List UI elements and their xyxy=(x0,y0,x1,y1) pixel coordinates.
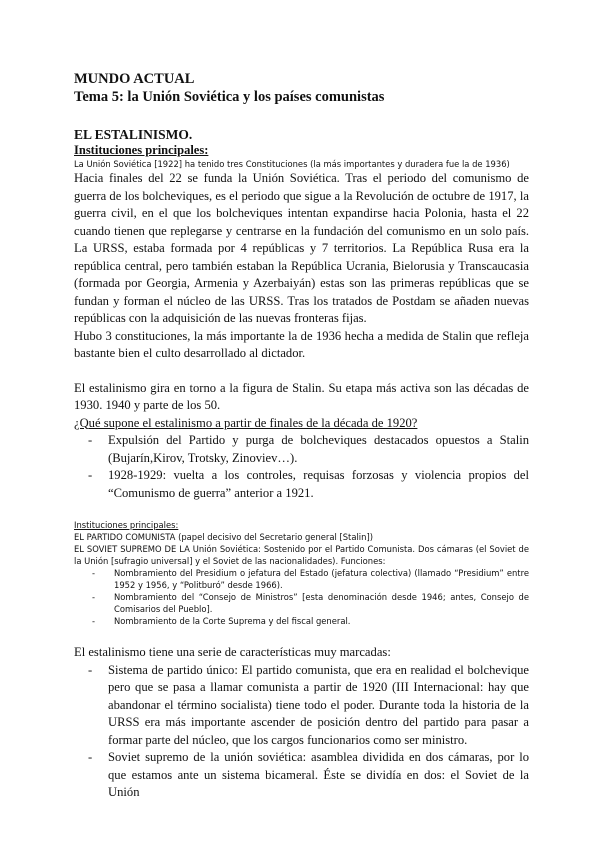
paragraph-constitutions: Hubo 3 constituciones, la más importante la de 1936 hecha a medida de Stalin que refleja bastante bien el culto desarrollado al dictador. xyxy=(74,328,529,360)
characteristics-list xyxy=(74,662,529,802)
question-list xyxy=(74,432,529,502)
list-item: - Nombramiento del Presidium o jefatura del Estado (jefatura colectiva) (llamado “Presidium” entre 1952 y 1956, y “Politburó” desde 1966). xyxy=(74,567,529,591)
institution-functions-list xyxy=(74,567,529,627)
page-content xyxy=(74,70,529,802)
topic-title: Tema 5: la Unión Soviética y los países comunistas xyxy=(74,89,385,105)
course-title: MUNDO ACTUAL xyxy=(74,71,195,87)
list-item: - Expulsión del Partido y purga de bolcheviques destacados opuestos a Stalin (Bujarín,Kirov, Trotsky, Zinoviev…). xyxy=(74,432,529,467)
paragraph-ussr-founding: Hacia finales del 22 se funda la Unión Soviética. Tras el periodo del comunismo de guerra de los bolcheviques, es el periodo que sigue a la Revolución de octubre de 1917, la guerra civil, en el que los bolcheviques intentan expandirse hacia Polonia, hasta el 22 cuando tienen que replegarse y centrarse en la fundación del comunismo en un solo país. La URSS, estaba formada por 4 repúblicas y 7 territorios. La República Rusa era la república central, pero también estaban la República Ucrania, Bielorusia y Transcaucasia (formada por Georgia, Armenia y Azerbaiyán) estas son las primeras repúblicas que se fundan y forman el núcleo de las URSS. Tras los tratados de Postdam se añaden nuevas repúblicas con la adquisición de las nuevas fronteras fijas. xyxy=(74,171,529,325)
question-heading: ¿Qué supone el estalinismo a partir de finales de la década de 1920? xyxy=(74,415,418,430)
characteristics-intro: El estalinismo tiene una serie de características muy marcadas: xyxy=(74,645,391,659)
list-item: - Soviet supremo de la unión soviética: asamblea dividida en dos cámaras, por lo que estamos ante un sistema bicameral. Éste se dividía en dos: el Soviet de la Unión xyxy=(74,749,529,802)
list-item: - Nombramiento del “Consejo de Ministros” [esta denominación desde 1946; antes, Consejo de Comisarios del Pueblo]. xyxy=(74,591,529,615)
section-title: EL ESTALINISMO. xyxy=(74,127,193,142)
institutions-heading: Instituciones principales: xyxy=(74,520,179,530)
institution-soviet: EL SOVIET SUPREMO DE LA Unión Soviética: Sostenido por el Partido Comunista. Dos cámaras (el Soviet de la Unión [sufragio universal] y el Soviet de las nacionalidades). Funciones: xyxy=(74,544,529,566)
constitutions-note: La Unión Soviética [1922] ha tenido tres Constituciones (la más importantes y duradera fue la de 1936) xyxy=(74,159,510,169)
list-item: - 1928-1929: vuelta a los controles, requisas forzosas y violencia propios del “Comunismo de guerra” anterior a 1921. xyxy=(74,467,529,502)
list-item: - Sistema de partido único: El partido comunista, que era en realidad el bolchevique pero que se pasa a llamar comunista a partir de 1920 (III Internacional: hay que abandonar el término socialista) tiene todo el poder. Durante toda la historia de la URSS era más importante ascender de posición dentro del partido para pasar a formar parte del núcleo, que los cargos funcionarios como ser ministro. xyxy=(74,662,529,750)
list-item: - Nombramiento de la Corte Suprema y del fiscal general. xyxy=(74,615,529,627)
paragraph-stalinism: El estalinismo gira en torno a la figura de Stalin. Su etapa más activa son las décadas de 1930. 1940 y parte de los 50. xyxy=(74,380,529,412)
institution-party: EL PARTIDO COMUNISTA (papel decisivo del Secretario general [Stalin]) xyxy=(74,532,373,542)
section-subtitle: Instituciones principales: xyxy=(74,143,209,157)
